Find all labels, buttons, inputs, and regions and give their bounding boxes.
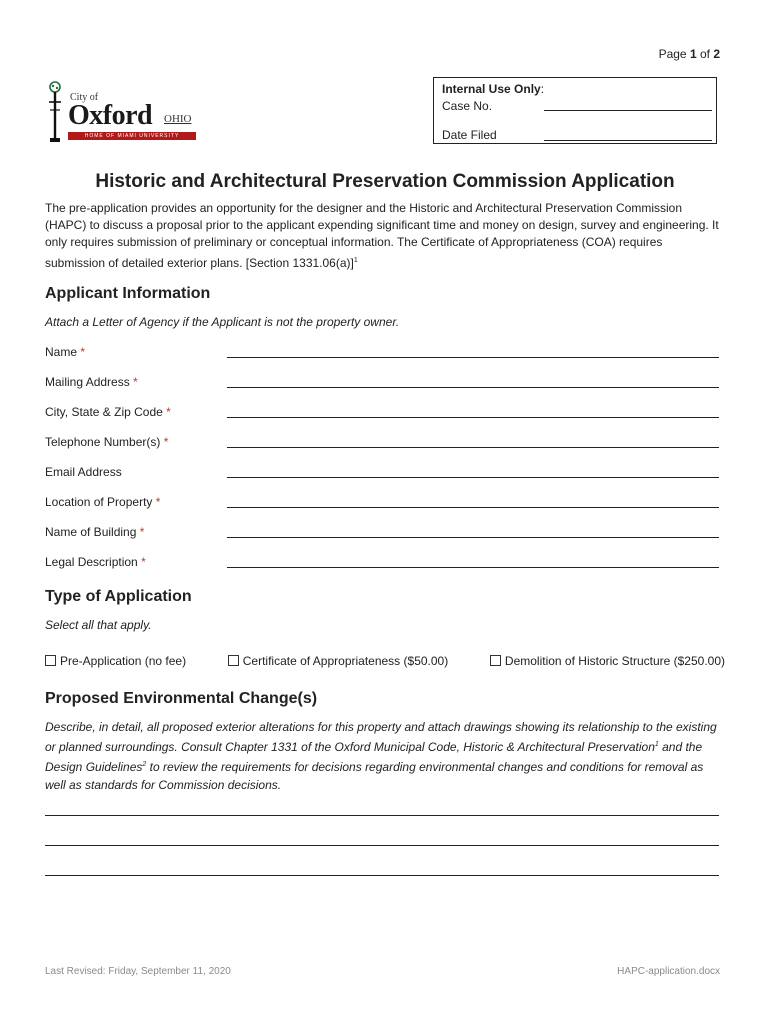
intro-paragraph: The pre-application provides an opportunity for the designer and the Historic and Architectural Preservation Commission (HAPC) to discuss a proposal prior to the applicant expending significant time and money on design, survey and engineering. It only requires submission of preliminary or conceptual information. The Certificate of Appropriateness (COA) requires submission of detailed exterior plans. [Section 1331.06(a)]$^1$ <box>45 201 719 270</box>
demolition-checkbox[interactable] <box>490 655 501 666</box>
applicant-note: Attach a Letter of Agency if the Applicant is not the property owner. <box>45 315 400 329</box>
telephone-label: Telephone Number(s) * <box>45 435 169 449</box>
city-state-zip-field[interactable] <box>227 417 719 418</box>
type-of-application-heading: Type of Application <box>45 588 192 605</box>
description-line-3[interactable] <box>45 875 719 876</box>
location-of-property-label: Location of Property * <box>45 495 161 509</box>
footer-filename: HAPC-application.docx <box>617 966 720 977</box>
name-label: Name * <box>45 345 86 359</box>
footer-last-revised: Last Revised: Friday, September 11, 2020 <box>45 966 231 977</box>
certificate-checkbox[interactable] <box>228 655 239 666</box>
case-number-label: Case No. <box>442 99 493 113</box>
application-type-options <box>45 654 725 668</box>
page-number: Page 1 of 2 <box>658 47 720 61</box>
demolition-option[interactable]: Demolition of Historic Structure ($250.00) <box>490 654 725 668</box>
pre-application-option[interactable]: Pre-Application (no fee) <box>45 654 186 668</box>
date-filed-label: Date Filed <box>442 128 497 142</box>
name-of-building-label: Name of Building * <box>45 525 145 539</box>
mailing-address-field[interactable] <box>227 387 719 388</box>
logo-city-of: City of <box>70 92 99 103</box>
city-state-zip-label: City, State & Zip Code * <box>45 405 171 419</box>
description-line-1[interactable] <box>45 815 719 816</box>
description-line-2[interactable] <box>45 845 719 846</box>
environmental-changes-heading: Proposed Environmental Change(s) <box>45 690 318 707</box>
legal-description-field[interactable] <box>227 567 719 568</box>
logo-oxford: Oxford <box>68 100 153 131</box>
tree-post-icon <box>44 80 66 144</box>
document-title: Historic and Architectural Preservation Commission Application <box>95 171 675 192</box>
date-filed-field[interactable] <box>544 140 712 141</box>
name-field[interactable] <box>227 357 719 358</box>
internal-use-box <box>433 77 717 144</box>
logo-ohio: OHIO <box>164 113 192 125</box>
logo-tagline-band: HOME OF MIAMI UNIVERSITY <box>68 132 196 140</box>
legal-description-label: Legal Description * <box>45 555 146 569</box>
mailing-address-label: Mailing Address * <box>45 375 138 389</box>
location-of-property-field[interactable] <box>227 507 719 508</box>
internal-use-title: Internal Use Only: <box>442 82 545 96</box>
type-note: Select all that apply. <box>45 618 152 632</box>
name-of-building-field[interactable] <box>227 537 719 538</box>
applicant-information-heading: Applicant Information <box>45 285 211 302</box>
certificate-of-appropriateness-option[interactable]: Certificate of Appropriateness ($50.00) <box>228 654 448 668</box>
pre-application-checkbox[interactable] <box>45 655 56 666</box>
city-of-oxford-logo <box>44 80 204 146</box>
case-number-field[interactable] <box>544 110 712 111</box>
telephone-field[interactable] <box>227 447 719 448</box>
environmental-changes-description: Describe, in detail, all proposed exterior alterations for this property and attach drawings showing its relationship to the existing or planned surroundings. Consult Chapter 1331 of the Oxford Municipal Code, Historic & Architectural Preservation$^1$ and the Design Guidelines$^2$ to review the requirements for decisions regarding environmental changes and conditions for removal as well as standards for Commission decisions. <box>45 720 717 792</box>
email-address-field[interactable] <box>227 477 719 478</box>
email-address-label: Email Address <box>45 465 122 479</box>
